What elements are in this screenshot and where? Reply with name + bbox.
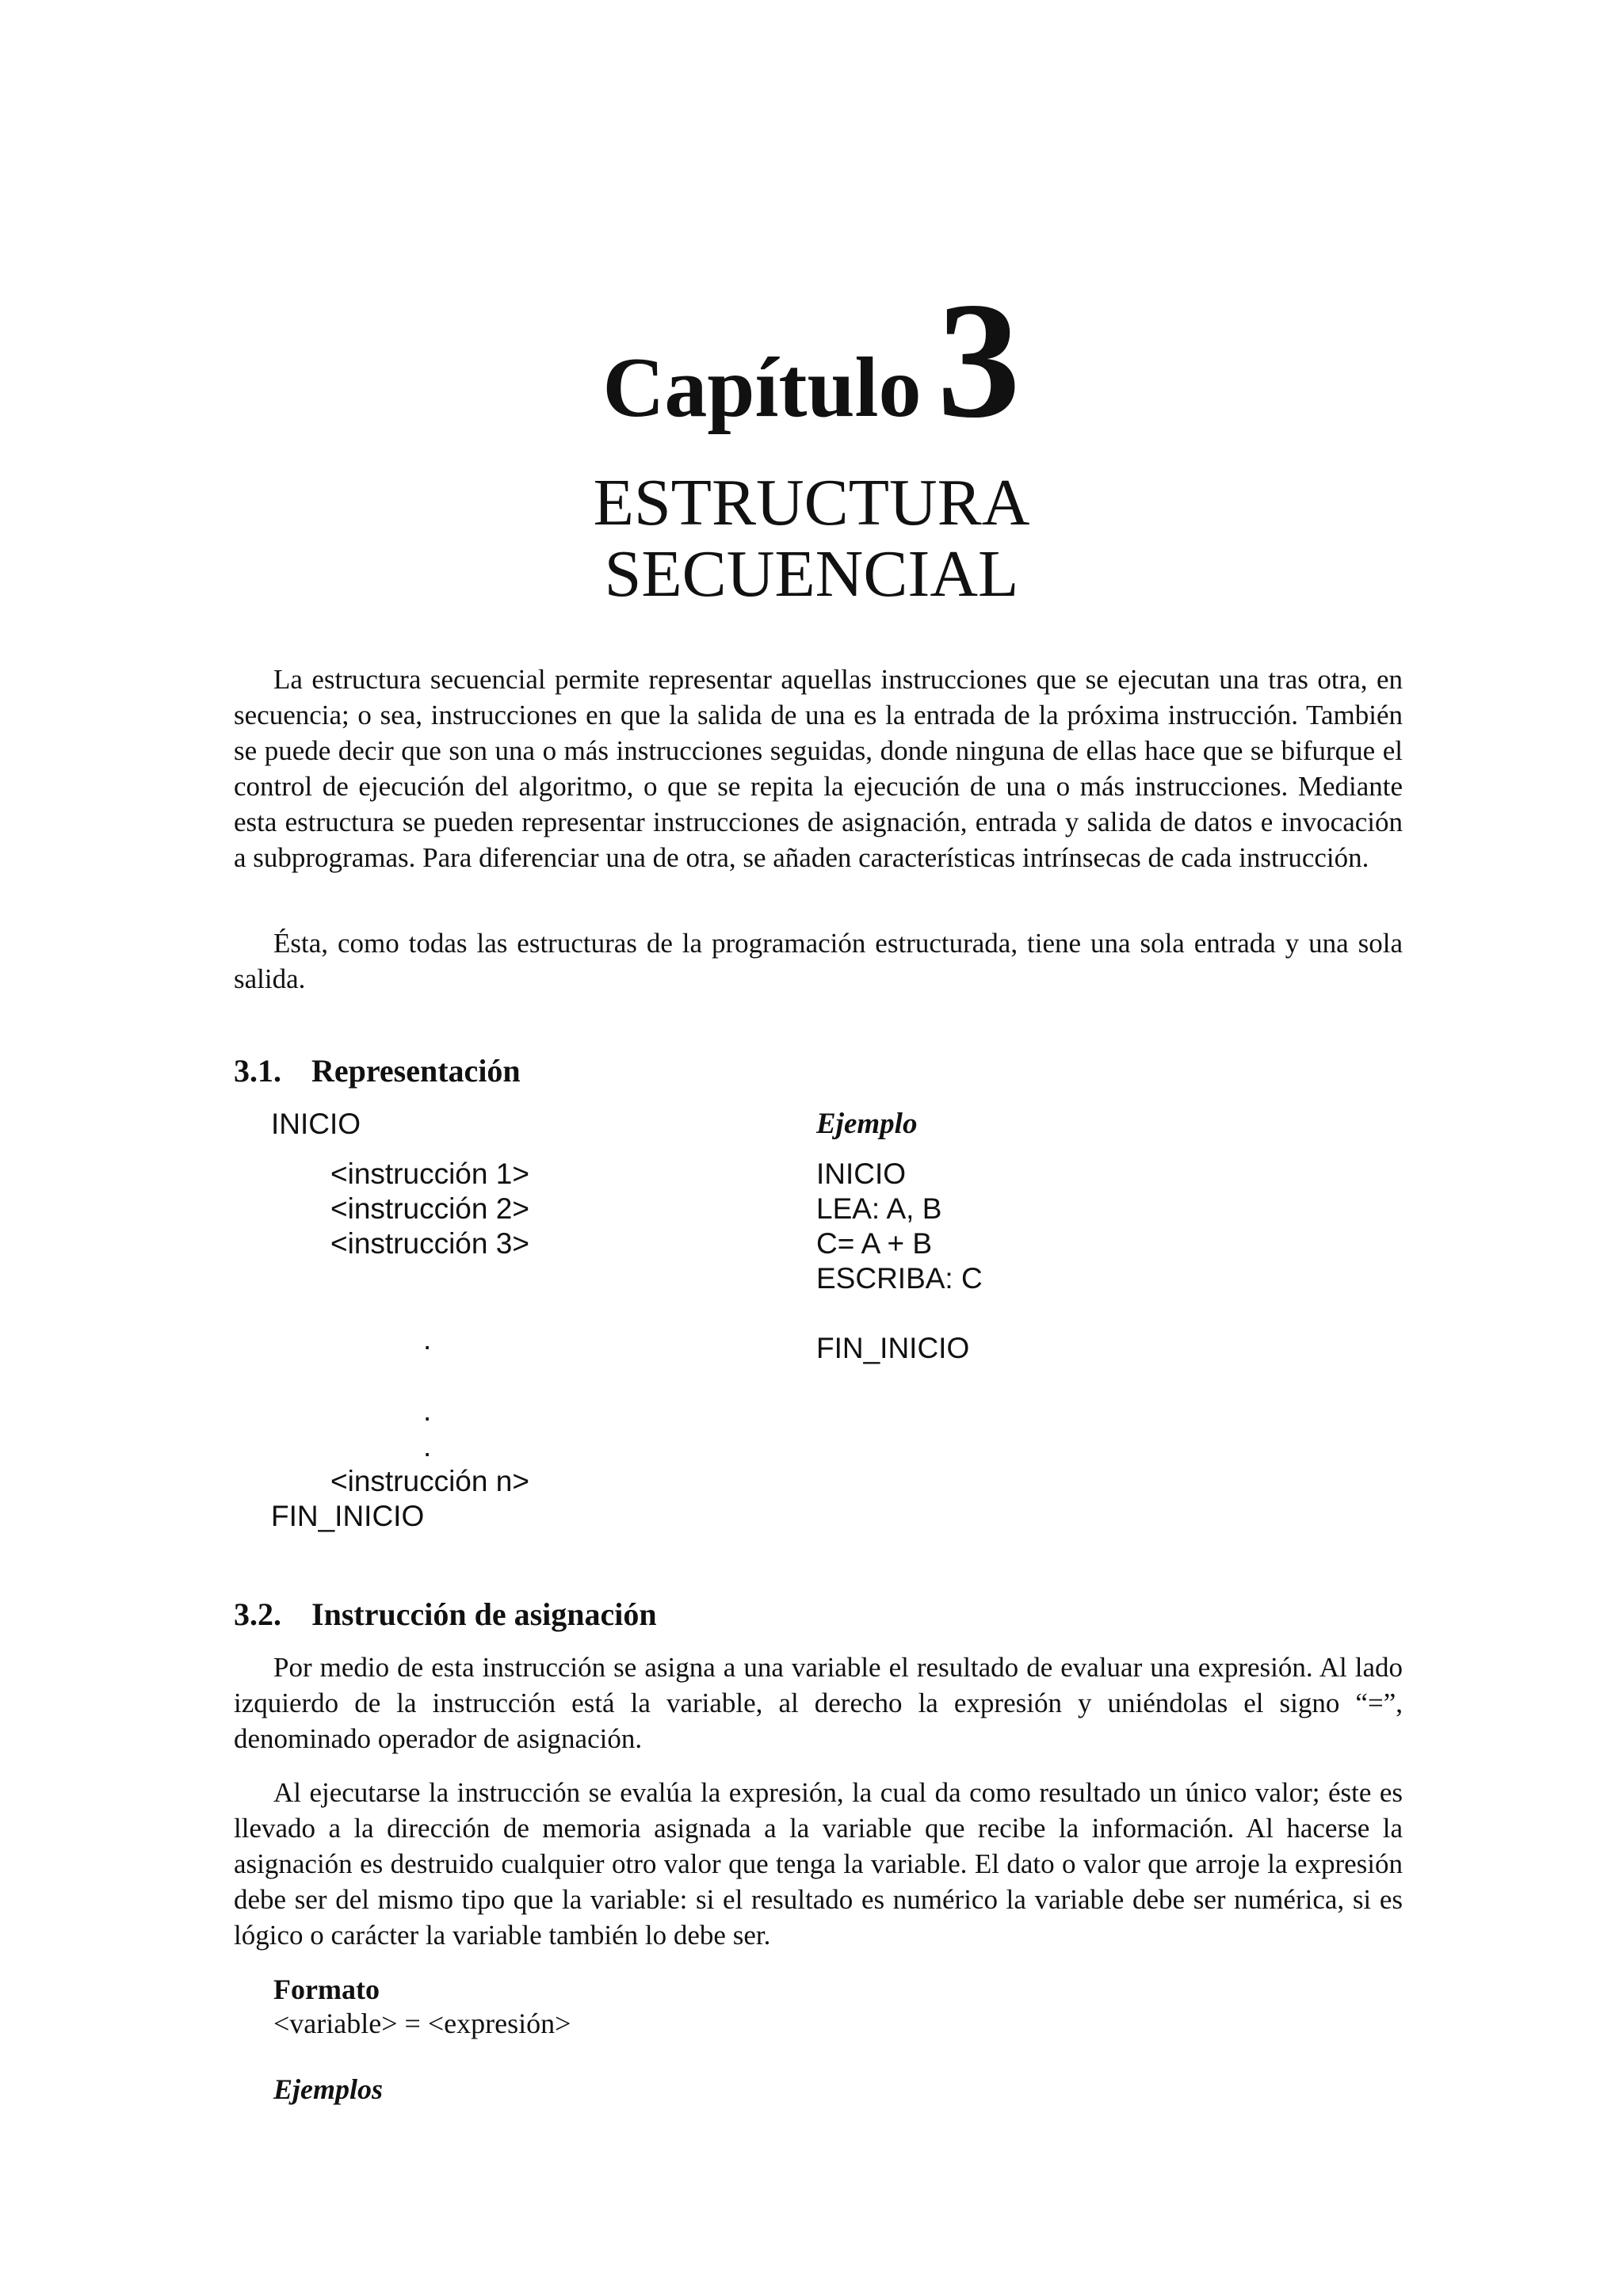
- assignment-paragraph-1: Por medio de esta instrucción se asigna a una variable el resultado de evaluar una expresión. Al lado izquierdo de la instrucción está la variable, al derecho la expresión y uniéndolas el signo “=”, denominado operador de asignación.: [234, 1652, 1403, 1754]
- assignment-paragraph-2: Al ejecutarse la instrucción se evalúa la expresión, la cual da como resultado un único valor; éste es llevado a la dirección de memoria asignada a la variable que recibe la información. Al hacerse la asignación es destruido cualquier otro valor que tenga la variable. El dato o valor que arroje la expresión debe ser del mismo tipo que la variable: si el resultado es numérico la variable debe ser numérica, si es lógico o carácter la variable también lo debe ser.: [234, 1777, 1403, 1951]
- example-code: [816, 1157, 983, 1296]
- chapter-title-line-2: SECUENCIAL: [604, 537, 1019, 611]
- example-line: ESCRIBA: C: [816, 1262, 983, 1295]
- chapter-title: [0, 467, 1623, 610]
- representation-end: FIN_INICIO: [271, 1500, 425, 1532]
- section-title: Representación: [311, 1053, 521, 1089]
- chapter-number: 3: [937, 269, 1021, 452]
- example-label: Ejemplo: [816, 1108, 918, 1140]
- instruction-n: <instrucción n>: [330, 1465, 529, 1497]
- ellipsis-dot: .: [423, 1394, 432, 1427]
- chapter-heading: [0, 269, 1623, 452]
- example-line: C= A + B: [816, 1227, 933, 1260]
- examples-label: Ejemplos: [273, 2073, 384, 2105]
- instruction-line: <instrucción 1>: [330, 1158, 529, 1190]
- section-heading-3-1: [234, 1052, 521, 1089]
- chapter-word: Capítulo: [602, 341, 922, 435]
- representation-instructions: [330, 1157, 529, 1261]
- chapter-title-line-1: ESTRUCTURA: [593, 466, 1030, 540]
- example-line: INICIO: [816, 1158, 907, 1190]
- format-label: Formato: [273, 1974, 380, 2005]
- example-line: LEA: A, B: [816, 1192, 942, 1225]
- intro-paragraph-2: Ésta, como todas las estructuras de la programación estructurada, tiene una sola entrada y una sola salida.: [234, 928, 1403, 994]
- section-title: Instrucción de asignación: [311, 1596, 657, 1632]
- format-value: <variable> = <expresión>: [273, 2008, 571, 2039]
- instruction-line: <instrucción 2>: [330, 1192, 529, 1225]
- example-end: FIN_INICIO: [816, 1332, 970, 1364]
- ellipsis-dot: .: [423, 1430, 432, 1463]
- representation-start: INICIO: [271, 1108, 361, 1140]
- instruction-line: <instrucción 3>: [330, 1227, 529, 1260]
- section-number: 3.1.: [234, 1053, 281, 1089]
- section-number: 3.2.: [234, 1596, 281, 1632]
- ellipsis-dot: .: [423, 1323, 432, 1356]
- section-heading-3-2: [234, 1596, 657, 1633]
- intro-paragraph-1: La estructura secuencial permite representar aquellas instrucciones que se ejecutan una tras otra, en secuencia; o sea, instrucciones en que la salida de una es la entrada de la próxima instrucción. También se puede decir que son una o más instrucciones seguidas, donde ninguna de ellas hace que se bifurque el control de ejecución del algoritmo, o que se repita la ejecución de una o más instrucciones. Mediante esta estructura se pueden representar instrucciones de asignación, entrada y salida de datos e invocación a subprogramas. Para diferenciar una de otra, se añaden características intrínsecas de cada instrucción.: [234, 664, 1403, 873]
